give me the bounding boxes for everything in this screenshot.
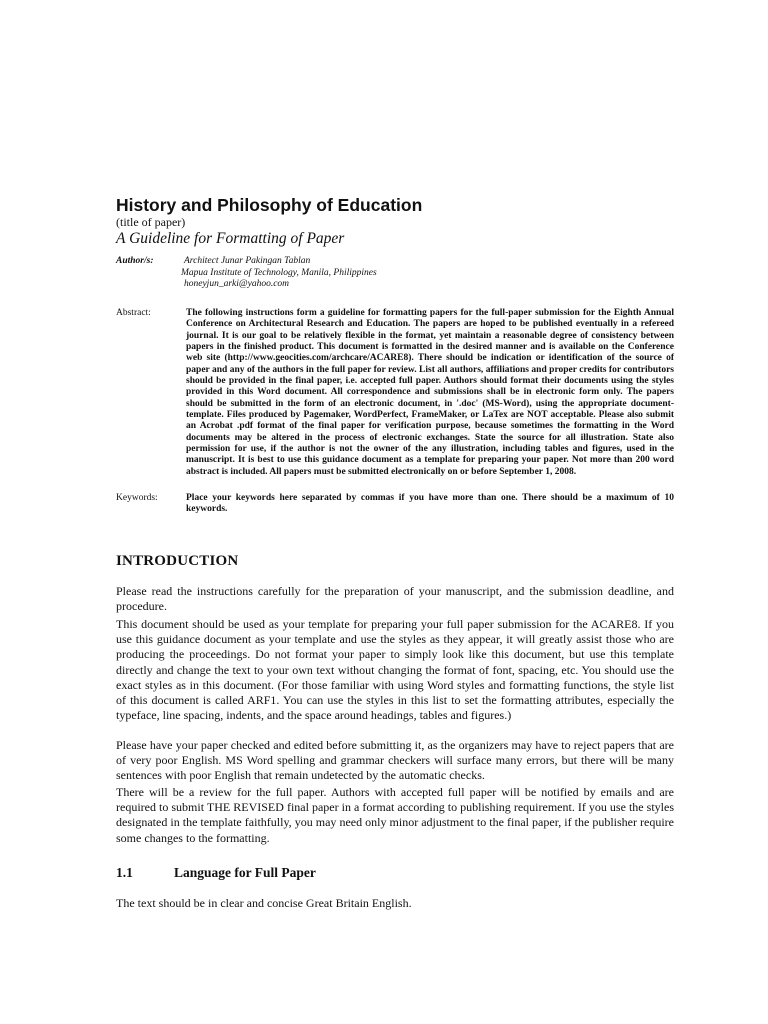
introduction-paragraph: There will be a review for the full paper. Authors with accepted full paper will be notified by emails and are required to submit THE REVISED final paper in a format according to publishing requirement. If you use the styles designated in the template faithfully, you may need only minor adjustment to the final paper, if the publisher require some changes to the formatting.	[116, 785, 674, 845]
authors-label: Author/s:	[116, 256, 154, 266]
keywords-text: Place your keywords here separated by commas if you have more than one. There should be a maximum of 10 keywords.	[186, 493, 674, 515]
author-block	[181, 256, 377, 291]
keywords-label: Keywords:	[116, 493, 158, 503]
introduction-heading: INTRODUCTION	[116, 553, 239, 569]
paper-title: History and Philosophy of Education	[116, 195, 423, 215]
subsection-paragraph: The text should be in clear and concise Great Britain English.	[116, 896, 412, 910]
subsection-number: 1.1	[116, 865, 133, 880]
introduction-paragraph: Please read the instructions carefully for the preparation of your manuscript, and the submission deadline, and procedure.	[116, 584, 674, 614]
introduction-paragraph: This document should be used as your template for preparing your full paper submission for the ACARE8. If you use this guidance document as your template and use the styles as they appear, it will greatly assist those who are producing the proceedings. Do not format your paper to simply look like this document, but use this template directly and change the text to your own text without changing the format of font, spacing, etc. You should use the exact styles as in this document. (For those familiar with using Word styles and formatting functions, the style list of this document is called ARF1. You can use the styles in this list to set the formatting attributes, especially the typeface, line spacing, indents, and the space around headings, tables and figures.)	[116, 617, 674, 723]
abstract-label: Abstract:	[116, 308, 151, 318]
abstract-text: The following instructions form a guideline for formatting papers for the full-paper submission for the Eighth Annual Conference on Architectural Research and Education. The papers are hoped to be published eventually in a refereed journal. It is our goal to be relatively flexible in the format, yet maintain a reasonable degree of consistency between papers in the finished product. This document is formatted in the desired manner and is available on the Conference web site (http://www.geocities.com/archcare/ACARE8). There should be indication or identification of the source of paper and any of the authors in the full paper for review. List all authors, affiliations and proper credits for contributors should be provided in the final paper, i.e. accepted full paper. Authors should format their documents using the styles provided in this Word document. All correspondence and submissions shall be in electronic form only. The papers should be submitted in the form of an electronic document, in '.doc' (MS-Word), using the appropriate document-template. Files produced by Pagemaker, WordPerfect, FrameMaker, or LaTex are NOT acceptable. Please also submit an Acrobat .pdf format of the final paper for verification purpose, because sometimes the formatting in the Word documents may be altered in the process of electronic exchanges. State the source for all illustration. State also permission for use, if the author is not the owner of the any illustration, including tables and figures, used in the manuscript. It is best to use this guidance document as a template for preparing your paper. Not more than 200 word abstract is included. All papers must be submitted electronically on or before September 1, 2008.	[186, 308, 674, 477]
paper-subtitle: A Guideline for Formatting of Paper	[116, 230, 345, 247]
subsection-title: Language for Full Paper	[174, 865, 316, 880]
author-email: honeyjun_arki@yahoo.com	[184, 279, 290, 289]
author-affiliation: Mapua Institute of Technology, Manila, Philippines	[181, 267, 377, 278]
author-name: Architect Junar Pakingan Tablan	[184, 256, 311, 266]
introduction-paragraph: Please have your paper checked and edited before submitting it, as the organizers may have to reject papers that are of very poor English. MS Word spelling and grammar checkers will surface many errors, but there will be many sentences with poor English that remain undetected by the automatic checks.	[116, 738, 674, 783]
title-note: (title of paper)	[116, 215, 186, 229]
